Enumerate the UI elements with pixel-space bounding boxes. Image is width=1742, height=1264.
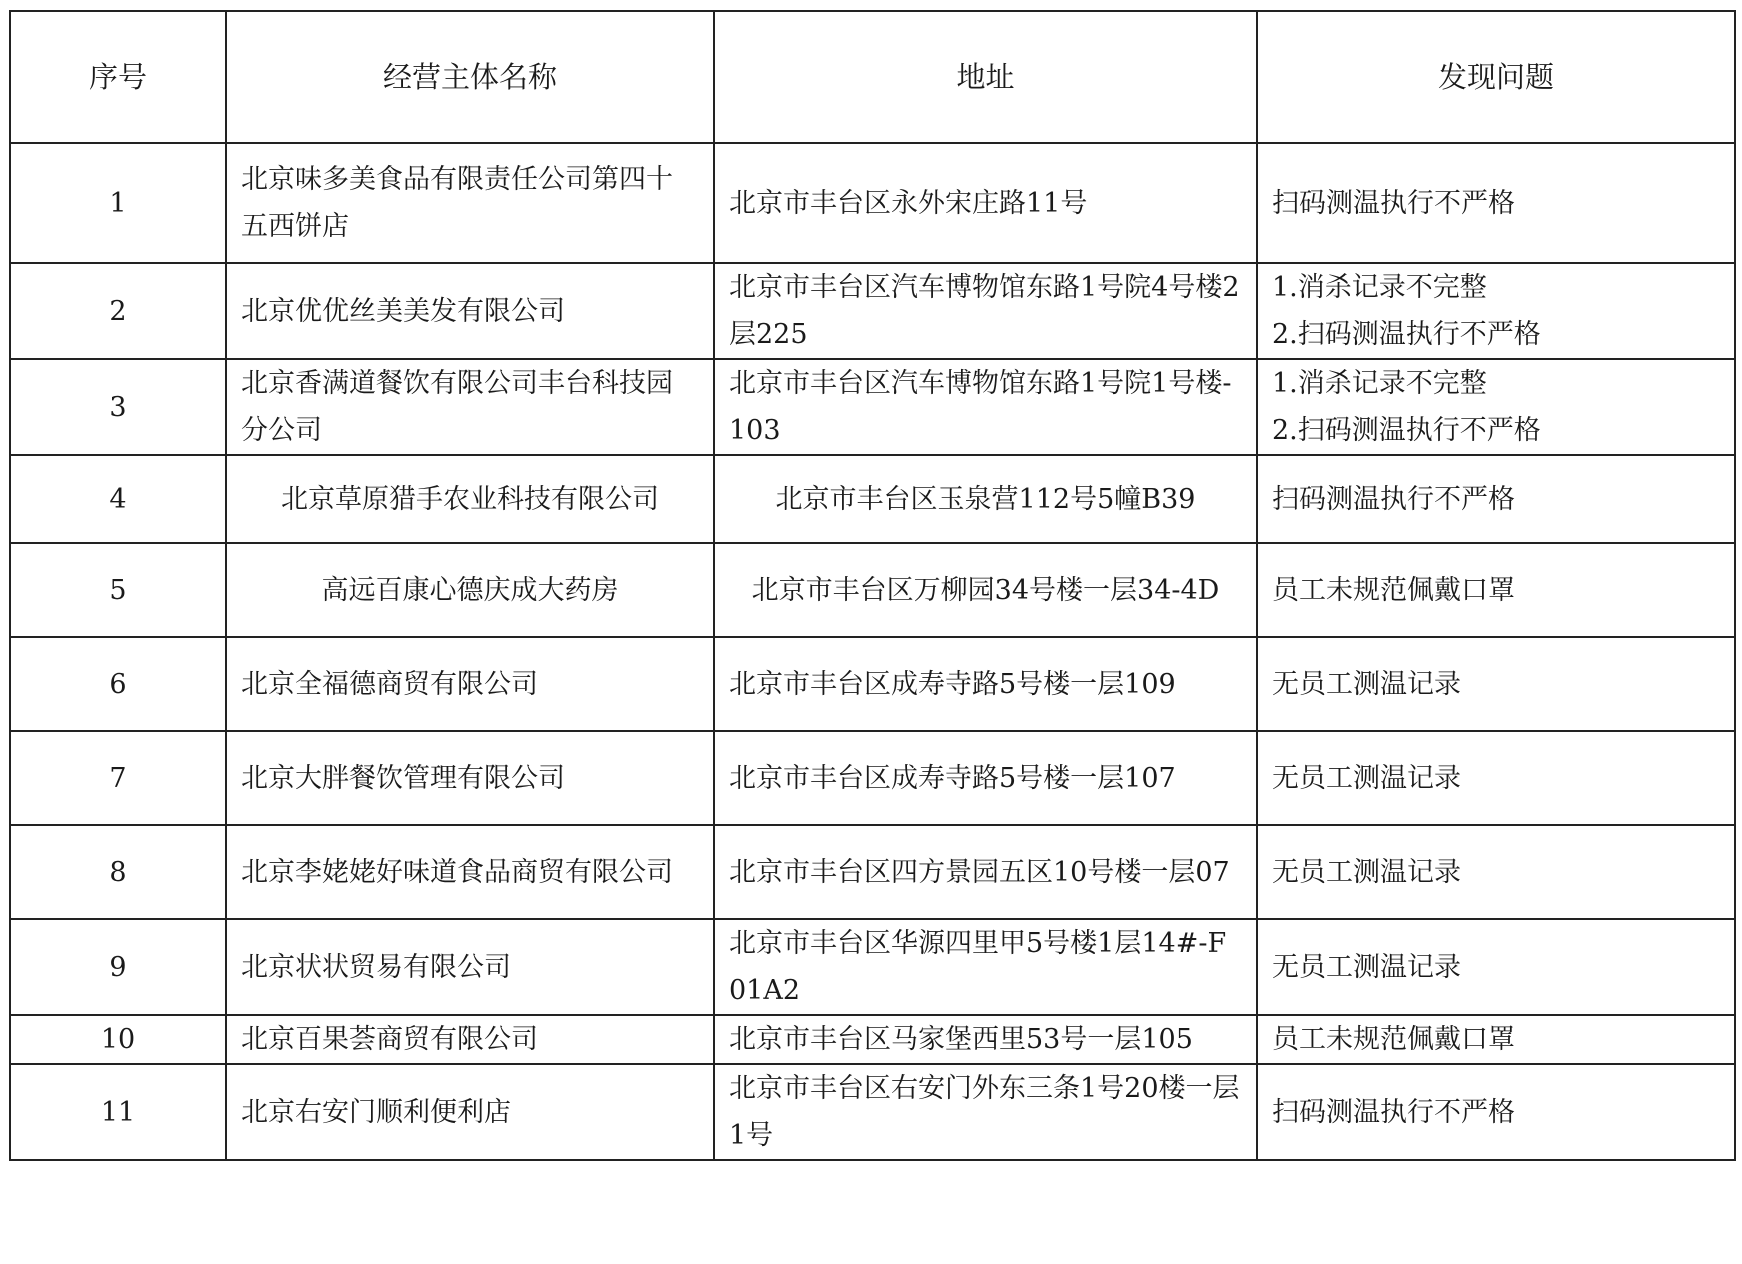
problem-item: 无员工测温记录 [1272,762,1461,794]
problem-item: 2.扫码测温执行不严格 [1272,319,1541,350]
cell-name: 北京优优丝美美发有限公司 [226,263,714,359]
problem-item: 2.扫码测温执行不严格 [1272,415,1541,446]
cell-address: 北京市丰台区成寿寺路5号楼一层107 [714,731,1257,825]
problem-item: 1.消杀记录不完整 [1272,368,1487,399]
cell-address: 北京市丰台区玉泉营112号5幢B39 [714,455,1257,543]
header-name: 经营主体名称 [226,11,714,143]
header-problems: 发现问题 [1257,11,1735,143]
cell-name: 北京大胖餐饮管理有限公司 [226,731,714,825]
table-row [10,455,1735,543]
cell-name: 北京全福德商贸有限公司 [226,637,714,731]
cell-name: 北京李姥姥好味道食品商贸有限公司 [226,825,714,919]
cell-problems [1257,143,1735,263]
table-row [10,919,1735,1015]
cell-problems [1257,1064,1735,1160]
cell-address: 北京市丰台区右安门外东三条1号20楼一层1号 [714,1064,1257,1160]
cell-seq: 1 [10,143,226,263]
problem-item: 无员工测温记录 [1272,856,1461,888]
cell-address: 北京市丰台区万柳园34号楼一层34-4D [714,543,1257,637]
problem-item: 扫码测温执行不严格 [1272,483,1515,515]
cell-problems [1257,825,1735,919]
cell-seq: 10 [10,1015,226,1064]
header-seq: 序号 [10,11,226,143]
problem-item: 扫码测温执行不严格 [1272,1096,1515,1128]
table-row [10,1064,1735,1160]
cell-seq: 8 [10,825,226,919]
cell-seq: 11 [10,1064,226,1160]
cell-problems [1257,455,1735,543]
cell-address: 北京市丰台区永外宋庄路11号 [714,143,1257,263]
table-row [10,731,1735,825]
cell-address: 北京市丰台区华源四里甲5号楼1层14#-F01A2 [714,919,1257,1015]
problem-item: 员工未规范佩戴口罩 [1272,574,1515,606]
cell-name: 北京百果荟商贸有限公司 [226,1015,714,1064]
cell-seq: 2 [10,263,226,359]
cell-seq: 7 [10,731,226,825]
cell-seq: 5 [10,543,226,637]
cell-problems [1257,731,1735,825]
cell-problems [1257,263,1735,359]
inspection-table [9,10,1736,1161]
cell-name: 北京味多美食品有限责任公司第四十五西饼店 [226,143,714,263]
cell-address: 北京市丰台区成寿寺路5号楼一层109 [714,637,1257,731]
cell-problems [1257,543,1735,637]
cell-address: 北京市丰台区汽车博物馆东路1号院4号楼2层225 [714,263,1257,359]
cell-problems [1257,359,1735,455]
cell-name: 北京草原猎手农业科技有限公司 [226,455,714,543]
header-row [10,11,1735,143]
cell-problems [1257,637,1735,731]
problem-item: 员工未规范佩戴口罩 [1272,1024,1515,1055]
table-row [10,143,1735,263]
problem-item: 无员工测温记录 [1272,951,1461,983]
cell-seq: 3 [10,359,226,455]
cell-seq: 4 [10,455,226,543]
table-row [10,543,1735,637]
cell-name: 北京右安门顺利便利店 [226,1064,714,1160]
problem-item: 扫码测温执行不严格 [1272,187,1515,219]
cell-name: 北京香满道餐饮有限公司丰台科技园分公司 [226,359,714,455]
table-row [10,825,1735,919]
cell-address: 北京市丰台区马家堡西里53号一层105 [714,1015,1257,1064]
table-row [10,1015,1735,1064]
cell-problems [1257,1015,1735,1064]
cell-address: 北京市丰台区四方景园五区10号楼一层07 [714,825,1257,919]
problem-item: 1.消杀记录不完整 [1272,272,1487,303]
cell-name: 高远百康心德庆成大药房 [226,543,714,637]
cell-problems [1257,919,1735,1015]
table-row [10,263,1735,359]
cell-seq: 6 [10,637,226,731]
problem-item: 无员工测温记录 [1272,668,1461,700]
cell-seq: 9 [10,919,226,1015]
table-row [10,359,1735,455]
header-address: 地址 [714,11,1257,143]
cell-address: 北京市丰台区汽车博物馆东路1号院1号楼-103 [714,359,1257,455]
table-row [10,637,1735,731]
cell-name: 北京状状贸易有限公司 [226,919,714,1015]
